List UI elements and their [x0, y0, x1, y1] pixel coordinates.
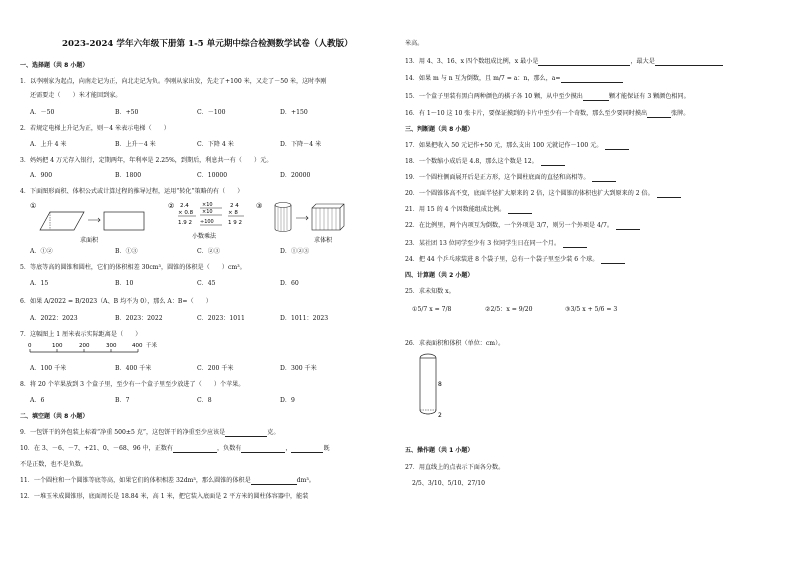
- caption-3: 求体积: [314, 237, 333, 244]
- answer-blank[interactable]: [657, 191, 681, 198]
- option: C．200 千米: [197, 365, 234, 372]
- cuboid-shape: [312, 208, 340, 230]
- answer-blank[interactable]: [541, 159, 565, 166]
- q15: 15．一个盒子里装有黑白两种颜色的棋子各 10 颗，从中至少摸出 颗才能保证有 3 颗颜色相同。: [405, 93, 690, 100]
- answer-blank[interactable]: [601, 257, 625, 264]
- svg-text:0: 0: [28, 343, 32, 349]
- option: B．400 千米: [115, 365, 152, 372]
- option: B．上升－4 米: [115, 141, 156, 148]
- rectangle-shape: [104, 212, 144, 230]
- svg-text:100: 100: [52, 343, 63, 349]
- q4-figure: [28, 198, 348, 244]
- option: C．45: [197, 280, 216, 287]
- q14: 14．如果 m 与 n 互为倒数，且 m/7 = a：n，那么，a=: [405, 75, 623, 83]
- label-2: ②: [168, 202, 175, 210]
- q16: 16．有 1～10 这 10 张卡片，要保证摸到的卡片中至少有一个奇数，那么至少要同时摸出 张牌。: [405, 110, 690, 117]
- option: D．300 千米: [280, 365, 317, 372]
- option: C．－100: [197, 109, 226, 116]
- caption-1: 求面积: [80, 237, 99, 244]
- svg-text:200: 200: [79, 343, 90, 349]
- q1-line2: 还需要走（ ）米才能回到家。: [30, 92, 122, 99]
- option: A．15: [30, 280, 49, 287]
- q4: 4．下面图形面积、体积公式或计算过程的推导过程，运用“转化”策略的有（ ）: [20, 188, 244, 195]
- svg-text:×10: ×10: [202, 202, 213, 208]
- caption-2: 小数乘法: [192, 233, 217, 240]
- option: D．下降－4 米: [280, 141, 322, 148]
- option: D．①②③: [280, 248, 310, 255]
- q7: 7．这幅图上 1 厘米表示实际距离是（ ）: [20, 331, 142, 338]
- option: B．①③: [115, 248, 138, 255]
- section-judge: 三、判断题（共 8 小题）: [405, 126, 474, 133]
- option: A．－50: [30, 109, 55, 116]
- q13: 13．用 4、3、16、x 四个数组成比例，x 最小是 ，最大是: [405, 58, 723, 66]
- answer-blank[interactable]: [508, 207, 532, 214]
- half-cylinder-figure: [410, 352, 450, 422]
- q25-eq3: ③3/5 x + 5/6 = 3: [565, 306, 618, 313]
- section-operate: 五、操作题（共 1 小题）: [405, 447, 474, 454]
- parallelogram-shape: [40, 212, 84, 230]
- answer-blank[interactable]: [251, 478, 297, 485]
- option: D．60: [280, 280, 299, 287]
- option: D．1011：2023: [280, 315, 329, 322]
- option: A．6: [30, 397, 45, 404]
- option: A．100 千米: [30, 365, 67, 372]
- svg-text:1.9 2: 1.9 2: [178, 220, 192, 226]
- q23: 23．某社团 13 位同学至少有 3 位同学生日在同一个月。: [405, 240, 587, 248]
- option: C．8: [197, 397, 212, 404]
- option: B．2023：2022: [115, 315, 163, 322]
- answer-blank[interactable]: [605, 143, 629, 150]
- svg-text:400: 400: [132, 343, 143, 349]
- label-1: ①: [30, 202, 37, 210]
- q12-end: 米高。: [405, 40, 424, 47]
- svg-text:2 4: 2 4: [230, 203, 239, 209]
- option: D．20000: [280, 172, 311, 179]
- option: A．上升 4 米: [30, 141, 67, 148]
- option: C．②③: [197, 248, 220, 255]
- answer-blank[interactable]: [561, 76, 623, 83]
- section-choice: 一、选择题（共 8 小题）: [20, 62, 89, 69]
- section-fill: 二、填空题（共 8 小题）: [20, 413, 89, 420]
- svg-text:÷100: ÷100: [200, 219, 214, 225]
- answer-blank[interactable]: [291, 446, 323, 453]
- q5: 5．等底等高的圆锥和圆柱，它们的体积相差 30cm³，圆锥的体积是（ ）cm³。: [20, 264, 246, 271]
- option: A．①②: [30, 248, 53, 255]
- q21: 21．用 15 的 4 个因数能组成比例。: [405, 206, 532, 214]
- q25-eq1: ①5/7 x = 7/8: [412, 306, 452, 313]
- answer-blank[interactable]: [241, 446, 285, 453]
- q10-line2: 不是正数，也不是负数。: [20, 461, 88, 468]
- q11: 11．一个圆柱和一个圆锥等底等高，如果它们的体积相差 32dm³，那么圆锥的体积是 dm³。: [20, 477, 315, 484]
- q27: 27．用直线上的点表示下面各分数。: [405, 464, 505, 471]
- option: D．9: [280, 397, 295, 404]
- answer-blank[interactable]: [655, 59, 723, 66]
- q25-eq2: ②2/5：x = 9/20: [485, 306, 533, 313]
- option: B．7: [115, 397, 130, 404]
- option: C．2023：1011: [197, 315, 245, 322]
- label-3: ③: [256, 202, 263, 210]
- q1-line1: 1．以李刚家为起点，向南走记为正，向北走记为负。李刚从家出发，先走了+100 米，又走了－50 米，这时李刚: [20, 78, 327, 85]
- q8: 8．将 20 个苹果放到 3 个盒子里，至少有一个盒子里至少放进了（ ）个苹果。: [20, 381, 245, 388]
- radius-label: 2: [438, 412, 442, 419]
- q20: 20．一个圆锥体高不变，底面半径扩大原来的 2 倍，这个圆锥的体积也扩大到原来的 2 倍。: [405, 190, 681, 198]
- q26: 26．求表面积和体积（单位：cm）。: [405, 340, 505, 347]
- answer-blank[interactable]: [616, 223, 640, 230]
- q7-scale-bar: [28, 341, 168, 355]
- page-title: 2023-2024 学年六年级下册第 1-5 单元期中综合检测数学试卷（人教版）: [62, 39, 353, 49]
- q25: 25．求未知数 x。: [405, 288, 455, 295]
- q27-fractions: 2/5、3/10、5/10、27/10: [412, 480, 486, 487]
- answer-blank[interactable]: [592, 175, 616, 182]
- svg-text:1 9 2: 1 9 2: [228, 220, 242, 226]
- q2: 2．若规定电梯上升记为正，则－4 米表示电梯（ ）: [20, 125, 170, 132]
- q6: 6．如果 A/2022 = B/2023（A、B 均不为 0），那么 A：B=（ ）: [20, 298, 212, 305]
- option: C．下降 4 米: [197, 141, 234, 148]
- option: B．10: [115, 280, 134, 287]
- answer-blank[interactable]: [647, 111, 671, 118]
- answer-blank[interactable]: [225, 430, 267, 437]
- q18: 18．一个数缩小成后是 4.8，那么这个数是 12。: [405, 158, 565, 166]
- svg-text:2.4: 2.4: [180, 203, 189, 209]
- svg-text:× 8: × 8: [228, 210, 238, 216]
- svg-text:千米: 千米: [146, 343, 158, 349]
- svg-text:×10: ×10: [202, 209, 213, 215]
- option: B．+50: [115, 109, 139, 116]
- svg-text:× 0.8: × 0.8: [178, 210, 194, 216]
- height-label: 8: [438, 381, 442, 388]
- option: A．2022：2023: [30, 315, 78, 322]
- option: D．+150: [280, 109, 308, 116]
- answer-blank[interactable]: [563, 241, 587, 248]
- option: A．900: [30, 172, 53, 179]
- q3: 3．妈妈把 4 万元存入银行，定期两年，年利率是 2.25%，到期后，利息共一有（ ）元。: [20, 157, 273, 164]
- section-calc: 四、计算题（共 2 小题）: [405, 272, 474, 279]
- q10-line1: 10．在 3、－6、－7、+21、0、－68、96 中，正数有 ，负数有 ， 既: [20, 445, 330, 452]
- answer-blank[interactable]: [538, 59, 630, 66]
- q12: 12．一堆玉米成圆锥形，底面周长是 18.84 米，高 1 米，把它装入底面是 2 平方米的圆柱体容器中，能装: [20, 493, 309, 500]
- q9: 9．一包饼干的外包装上标着“净重 500±5 克”，这包饼干的净重至少应该是 克。: [20, 429, 280, 436]
- q19: 19．一个圆柱侧面展开后是正方形，这个圆柱底面的直径和高相等。: [405, 174, 616, 182]
- answer-blank[interactable]: [173, 446, 217, 453]
- svg-text:300: 300: [106, 343, 117, 349]
- answer-blank[interactable]: [583, 94, 609, 101]
- q17: 17．如果把收入 50 元记作+50 元，那么支出 100 元就记作－100 元。: [405, 142, 629, 150]
- option: C．10000: [197, 172, 228, 179]
- q24: 24．把 44 个乒乓球装进 8 个袋子里，总有一个袋子里至少装 6 个球。: [405, 256, 625, 264]
- q22: 22．在比例里，两个内项互为倒数，一个外项是 3/7，则另一个外项是 4/7。: [405, 222, 640, 230]
- option: B．1800: [115, 172, 142, 179]
